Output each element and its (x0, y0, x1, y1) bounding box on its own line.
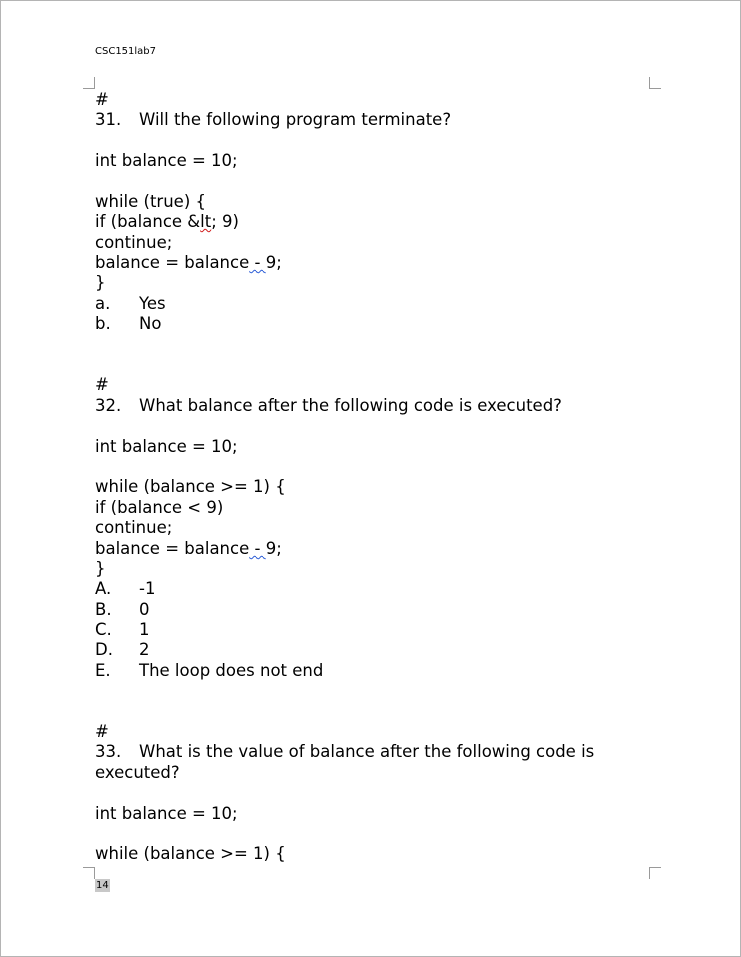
q31-code-line-5-part-a: balance = balance (95, 253, 250, 272)
option-text: -1 (139, 579, 156, 598)
q31-code-line-1: int balance = 10; (95, 151, 238, 170)
q31-code-line-6: } (95, 273, 106, 292)
q32-code-line-5-part-c: 9; (265, 539, 282, 558)
q31-code-line-5 (95, 253, 282, 273)
q31-code-line-3 (95, 212, 239, 232)
q32-option-e (95, 661, 323, 681)
q32-hash: # (95, 375, 109, 394)
option-text: 1 (139, 620, 150, 639)
q33-code-line-2: while (balance >= 1) { (95, 844, 286, 863)
q33-question (95, 742, 594, 762)
q31-question-text: Will the following program terminate? (139, 110, 452, 129)
q31-code-line-3-part-c: ; 9) (211, 212, 239, 231)
margin-corner-top-left (83, 77, 95, 89)
q32-option-c (95, 620, 150, 640)
page-header: CSC151lab7 (95, 46, 157, 57)
q32-option-a (95, 579, 155, 599)
margin-corner-bottom-left (83, 867, 95, 879)
q33-hash: # (95, 722, 109, 741)
q32-code-line-6: } (95, 559, 106, 578)
grammar-error-mark[interactable]: - (249, 253, 266, 272)
q31-code-line-3-part-a: if (balance & (95, 212, 201, 231)
q31-question (95, 110, 451, 130)
q33-question-text-line-1: What is the value of balance after the following code is (139, 742, 595, 761)
q32-question (95, 396, 562, 416)
q32-number: 32. (95, 396, 122, 415)
q32-code-line-3: if (balance < 9) (95, 498, 224, 517)
option-letter: E. (95, 661, 111, 680)
spelling-error-mark[interactable]: lt (200, 212, 212, 231)
margin-corner-bottom-right (649, 867, 661, 879)
q32-code-line-4: continue; (95, 518, 173, 537)
q32-code-line-2: while (balance >= 1) { (95, 477, 286, 496)
option-text: The loop does not end (139, 661, 324, 680)
q33-question-text-line-2: executed? (95, 763, 180, 782)
q32-code-line-5-part-a: balance = balance (95, 539, 250, 558)
q32-option-b (95, 600, 150, 620)
option-letter: a. (95, 294, 111, 313)
option-letter: B. (95, 600, 112, 619)
option-text: No (139, 314, 162, 333)
option-letter: b. (95, 314, 111, 333)
q31-number: 31. (95, 110, 122, 129)
q31-code-line-4: continue; (95, 233, 173, 252)
q33-code-line-1: int balance = 10; (95, 804, 238, 823)
grammar-error-mark[interactable]: - (249, 539, 266, 558)
q31-code-line-5-part-c: 9; (265, 253, 282, 272)
q32-question-text: What balance after the following code is executed? (139, 396, 562, 415)
option-text: 2 (139, 640, 150, 659)
option-letter: D. (95, 640, 113, 659)
option-text: 0 (139, 600, 150, 619)
q32-option-d (95, 640, 150, 660)
q32-code-line-5 (95, 539, 282, 559)
page-number: 14 (96, 880, 109, 891)
option-text: Yes (139, 294, 166, 313)
q31-option-a (95, 294, 166, 314)
q31-code-line-2: while (true) { (95, 192, 206, 211)
q33-number: 33. (95, 742, 122, 761)
option-letter: C. (95, 620, 112, 639)
q32-code-line-1: int balance = 10; (95, 437, 238, 456)
q31-option-b (95, 314, 161, 334)
option-letter: A. (95, 579, 112, 598)
margin-corner-top-right (649, 77, 661, 89)
q31-hash: # (95, 90, 109, 109)
